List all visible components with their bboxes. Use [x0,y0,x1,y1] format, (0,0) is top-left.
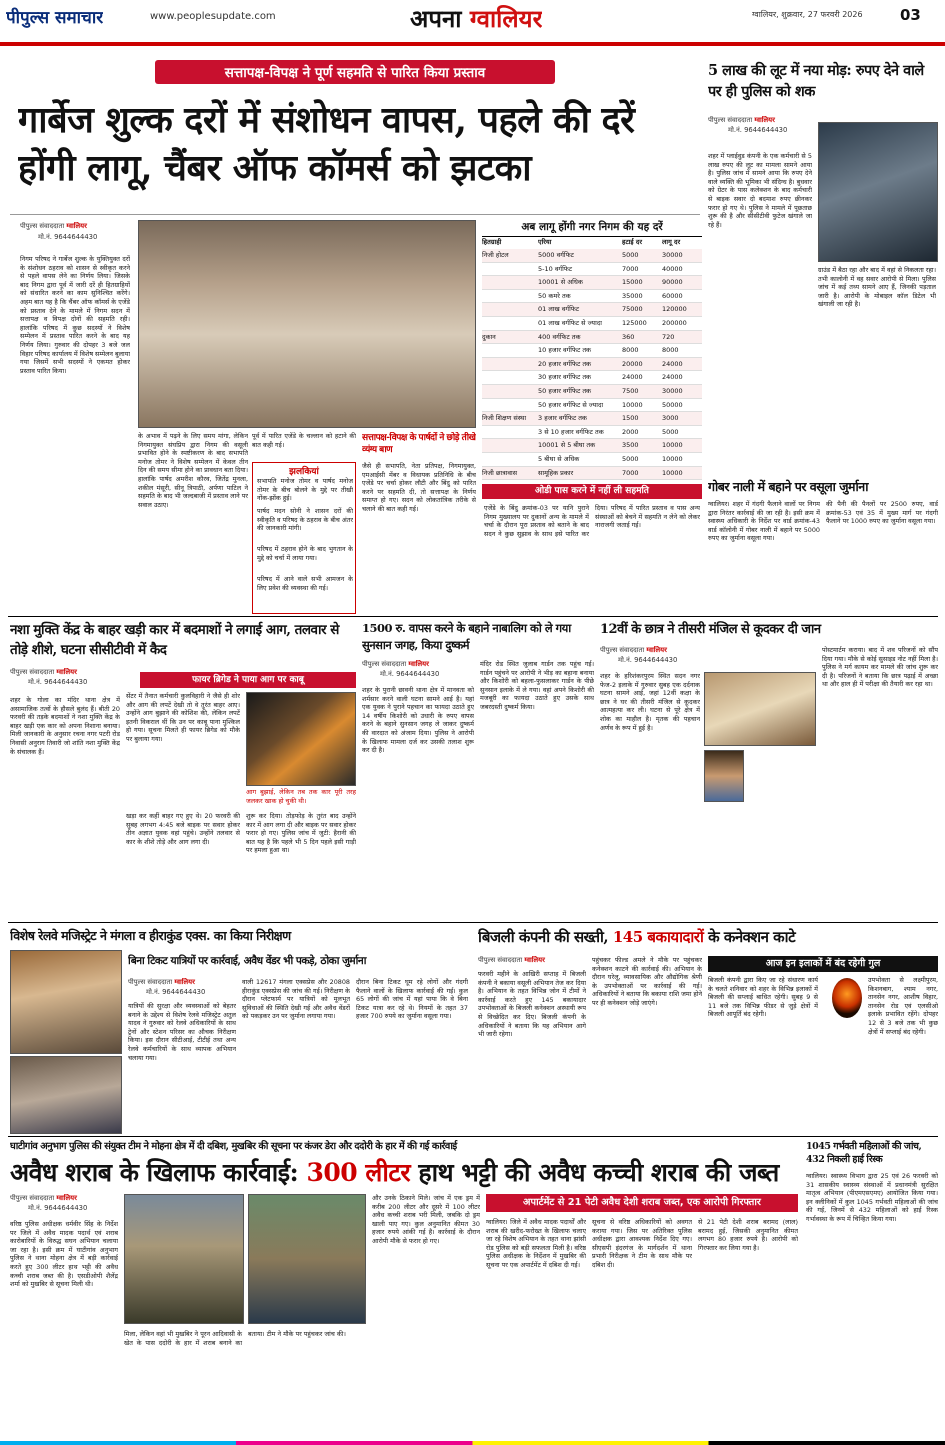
gobar-body-2: की पैनी की पैनलों पर 2500 रुपए, वार्ड क्रमांक-53 एवं 35 में मुख्य मार्ग पर गंदगी फैलाने पर 1000 रुपए का जुर्माना वसूला गया। [826,500,938,526]
rule-2 [8,922,938,923]
apt-title: अपार्टमेंट से 21 पेटी अवैध देशी शराब जब्त, एक आरोपी गिरफ्तार [486,1194,798,1212]
lead-city: ग्वालियर [66,222,87,230]
rate-table-cell: 15000 [622,278,643,287]
rate-table-cell: 360 [622,332,635,341]
top-rule [0,44,945,46]
side-story [362,432,476,614]
side-headline: सत्तापक्ष-विपक्ष के पार्षदों ने छोड़े तीखे व्यंग्य बाण [362,433,476,455]
rule-3 [8,1136,938,1137]
th-old-rate: हटाई दर [622,238,642,246]
rate-table-cell: 10001 से 5 बीघा तक [538,441,596,450]
bijli-headline-a: बिजली कंपनी की सख्ती, [478,928,609,946]
rate-table-cell: 5 बीघा से अधिक [538,455,580,463]
rate-table-cell: 720 [662,332,675,341]
rate-table-cell: 125000 [622,319,647,327]
rate-table-row [482,276,702,290]
nasha-body-4: शुरू कर दिया। तोड़फोड़ के तुरंत बाद उन्होंने कार में आग लगा दी और बाइक पर सवार होकर फरार हो गए। पुलिस जांच में जुटी: हैरानी की बात यह है कि पहले भी 5 दिन पहले इसी गाड़ी पर हमला हुआ था। [246,812,356,855]
rate-table-cell: 20 हजार वर्गफिट तक [538,359,592,368]
student-body: शहर के हरिशंकरपुरम स्थित सदन नगर फेज-2 इलाके में गुरुवार सुबह एक दर्दनाक घटना सामने आई, जहां 12वीं कक्षा के छात्र ने घर की तीसरी मंजिल से कूदकर आत्महत्या कर ली। घटना से पूरे क्षेत्र में शोक का माहौल है। मृतक की पहचान अर्णव के रूप में हुई है। [600,672,700,732]
jhalkiyan-item-1: सभापति मनोज तोमर व पार्षद मनोज तोमर के बीच बोलने के मुद्दे पर तीखी नोंक-झोंक हुई। [257,477,353,503]
rate-table-cell: 30000 [662,251,683,259]
minor-byline [362,660,482,669]
pregnant-headline: 1045 गर्भवती महिलाओं की जांच, 432 निकली हाई रिस्क [806,1141,922,1165]
rate-table-cell: 30000 [662,387,683,395]
bijli-body-2: पहुंचकर फील्ड अमले ने मौके पर पहुंचकर कनेक्शन काटने की कार्रवाई की। अभियान के दौरान घरेलू, व्यावसायिक और औद्योगिक श्रेणी के उपभोक्ताओं पर कार्रवाई की गई। अधिकारियों ने बताया कि बकाया राशि जमा होने पर ही कनेक्शन जोड़े जाएंगे। [592,956,702,1007]
student-photo-scene [704,672,816,746]
rate-table-cell: 50 हजार वर्गफिट तक [538,387,592,395]
nasha-body-2: सेंटर में तैनात कर्मचारी कुलविहारी ने जैसे ही शोर और आग की लपटें देखी तो वे तुरंत बाहर आए। उन्होंने आग बुझाने की कोशिश की, लेकिन लपटें इतनी विकराल थीं कि उन पर काबू पाना मुश्किल हो गया। सूचना मिलते ही फायर ब्रिगेड को मौके पर बुलाया गया। [126,692,240,743]
bijli-city: ग्वालियर [524,956,545,964]
liquor-body-3: मिला, लेकिन वहां भी मुखबिर ने पूरन आदिवासी के खेत के पास ददोरी के हार में शराब बनाने का बताया। टीम ने मौके पर पहुंचकर जांच की। [124,1330,346,1347]
rate-table-cell: निजी छात्रावास [482,468,518,477]
rate-table-row [482,385,702,399]
rate-table-cell: 01 लाख वर्गफिट से ज्यादा [538,319,602,327]
rail-mobile: मो.नं. 9644644430 [146,988,206,996]
rate-table-cell: 5000 [622,251,639,259]
rate-table-row [482,439,702,453]
rate-table-cell: 5000 [662,427,679,436]
loot-story [706,60,938,475]
apt-body: ग्वालियर। जिले में अवैध मादक पदार्थों और शराब की खरीद-फरोख्त के खिलाफ चलाए जा रहे विशेष अभियान के तहत थाना झांसी रोड पुलिस को बड़ी सफलता मिली है। वरिष्ठ पुलिस अधीक्षक के निर्देशन में मुखबिर की सूचना पर एक अपार्टमेंट में दबिश दी गई। [486,1218,586,1269]
loot-mobile: मो.नं. 9644644430 [728,126,788,134]
rate-table-cell: 20000 [622,359,643,368]
rate-table-cell: 200000 [662,319,687,327]
odf-box [482,484,702,614]
odf-title: ओडी पास करने में नहीं ली सहमति [482,484,702,499]
nasha-photo [246,692,356,786]
lead-photo-council [138,220,476,428]
liquor-headline [10,1156,800,1190]
minor-city: ग्वालियर [408,660,429,668]
student-story [600,620,938,920]
bijli-headline-red: 145 बकायादारों [612,928,704,946]
kicker-banner [155,60,555,84]
th-beneficiary: हितग्राही [482,238,502,246]
lead-mobile: मो.नं. 9644644430 [38,233,98,241]
nasha-byline [10,668,130,677]
liquor-headline-end: हाथ भट्टी की अवैध कच्ची शराब की जब्त [418,1158,779,1187]
rate-table-cell: 5-10 वर्गफिट [538,264,573,273]
rate-table-row [482,453,702,467]
rate-table-title: अब लागू होंगी नगर निगम की यह दरें [482,220,702,237]
minor-story [362,620,594,920]
pregnant-story [806,1140,938,1440]
rate-table [482,220,702,482]
apt-box [486,1194,798,1440]
nasha-city: ग्वालियर [56,668,77,676]
rate-table-cell: 60000 [662,291,683,300]
rate-table-cell: 50 हजार वर्गफिट से ज्यादा [538,400,604,409]
kicker-text: सत्तापक्ष-विपक्ष ने पूर्ण सहमति से पारित किया प्रस्ताव [224,65,486,81]
jhalkiyan-item-3: परिषद में ठहराव होने के बाद भुगतान के मुद्दे को चर्चा में लाया गया। [257,545,353,562]
section-title-b: ग्वालियर [469,4,543,33]
minor-headline: 1500 रु. वापस करने के बहाने नाबालिग को ले गया सुनसान जगह, किया दुष्कर्म [362,621,571,652]
liquor-reporter: पीपुल्स संवाददाता [10,1194,55,1202]
student-mobile: मो.नं. 9644644430 [618,656,678,664]
rate-table-row [482,263,702,277]
nasha-story [10,620,356,920]
lead-col-3: पूर्व में पारित एजेंडे के चल्लान को हटाने की बात कही गई। [252,432,356,449]
rail-body-3: दौरान बिना टिकट घूम रहे लोगों और गंदगी फैलाने वालों के खिलाफ कार्रवाई की गई। कुल 65 लोगों की जांच में यहां पाया कि वे बिना टिकट यात्रा कर रहे थे। नियमों के तहत 37 हजार 700 रुपये का जुर्माना वसूला गया। [356,978,468,1021]
lead-col-2: के अभाव में पढ़ने के लिए समय मांगा, लेकिन निगमायुक्त संघप्रिय द्वारा निगम की वसूली प्रभावित होने के स्पष्टीकरण के बाद सभापति मनोज तोमर ने विशेष सम्मेलन में केवल तीन दिन की समय सीमा होने का प्रावधान बता दिया। हालांकि पार्षद अमरीश कौरव, जितेंद्र मुनला, शकील मंसूरी, सीनू त्रिपाठी, अर्पणा पाटिल ने सहमति के बाद भी जल्दबाजी में प्रस्ताव लाने पर सवाल उठाए। [138,432,248,509]
bijli-story [474,926,938,1134]
lead-reporter: पीपुल्स संवाददाता [20,222,65,230]
nasha-sub: फायर ब्रिगेड ने पाया आग पर काबू [140,672,356,688]
rail-photo-checking [10,1056,122,1134]
minor-body-2: मंदिर रोड स्थित जुलाब गार्डन तक पहुंच गई। गार्डन पहुंचने पर आरोपी ने भीड़ का बहाना बनाया और किशोरी को बहला-फुसलाकर गार्डन के पीछे सुनसान इलाके में ले गया। वहां अपने किशोरी की मजबूरी का फायदा उठाते हुए उसके साथ जबरदस्ती दुष्कर्म किया। [480,660,594,711]
loot-body-2: ग्राउंड में बैठा रहा और बाद में वहां से निकलता रहा। तभी कालोनी में वह सवार आरोपी से मिला। पुलिस जांच में कई तथ्य सामने आए हैं, जिनकी पड़ताल जारी है। आरोपी के मोबाइल कॉल डिटेल भी खंगाली जा रही है। [818,266,936,309]
bijli-headline-end: के कनेक्शन काटे [708,928,796,946]
nasha-caption: आग बुझाई, लेकिन तब तक कार पूरी तरह जलकर खाक हो चुकी थी। [246,788,356,805]
section-title-a: अपना [410,4,462,33]
liquor-kicker: घाटीगांव अनुभाग पुलिस की संयुक्त टीम ने मोहना क्षेत्र में दी दबिश, मुखबिर की सूचना पर कंजर डेरा और ददोरी के हार में की गई कार्रवाई [10,1141,457,1152]
rate-table-cell: 7000 [622,468,639,477]
side-body: जैसे ही सभापति, नेता प्रतिपक्ष, निगमायुक्त, एमआईसी मेंबर व विधायक प्रतिनिधि के बीच एजेंडे पर चर्चा होकर लौटी और बिंदु को पारित करने पर सहमति दी, तो सत्तापक्ष के निर्णय समाप्त हो गए। सदन को लोकतांत्रिक तरीके से चलाने की बात कही गई। [362,462,476,513]
lead-underline [10,214,700,215]
rate-table-cell: 7500 [622,387,639,395]
rate-table-cell: 01 लाख वर्गफिट [538,305,580,314]
rail-sub: बिना टिकट यात्रियों पर कार्रवाई, अवैध वेंडर भी पकड़े, ठोका जुर्माना [128,955,366,967]
rate-table-cell: सामूहिक प्रकार [538,468,574,477]
student-photo-portrait [704,750,744,802]
liquor-headline-red: 300 लीटर [306,1158,411,1187]
rate-table-cell: 10000 [662,468,683,477]
rail-byline [128,978,248,987]
minor-reporter: पीपुल्स संवाददाता [362,660,407,668]
lead-col-1: निगम परिषद ने गार्बेज शुल्क के युक्तियुक्त दरों के संशोधन ठहराव को शासन से स्वीकृत करने से पहले वापस लेने का निर्णय लिया। जिसके बाद निगम द्वारा पूर्व में जारी दरें ही हितग्राहियों को संधारित करने का काम सुनिश्चित करेंगे। अहम बात यह है कि चैंबर ऑफ कॉमर्स के एजेंडे को प्रस्ताव देने के मामले में निगम सदन में सत्तापक्ष व विपक्ष दोनों की सहमति रही। हालांकि परिषद में कुछ सदस्यों ने विशेष सम्मेलन में प्रस्ताव पारित करने के बाद यह निर्णय लिया। गुरुवार की दोपहर 3 बजे जल विहार परिषद कार्यालय में विशेष सम्मेलन बुलाया गया जिसमें सभी सदस्यों ने एकमत होकर प्रस्ताव पारित किया। [20,255,130,375]
minor-body: शहर के पुरानी छावनी थाना क्षेत्र में मानवता को शर्मसार करने वाली घटना सामने आई है। यहां एक युवक ने पुराने पहचान का फायदा उठाते हुए 14 वर्षीय किशोरी को उधारी के रुपए वापस करने के बहाने सुनसान जगह ले जाकर दुष्कर्म की वारदात को अंजाम दिया। पुलिस ने आरोपी के खिलाफ मामला दर्ज कर उसकी तलाश शुरू कर दी है। [362,686,474,755]
rate-table-row [482,467,702,481]
liquor-photo-drums [248,1194,366,1324]
rail-city: ग्वालियर [174,978,195,986]
rate-table-cell: 400 वर्गफिट तक [538,332,581,341]
rate-table-cell: 24000 [662,373,683,382]
rate-table-row [482,426,702,440]
nasha-body-3: खड़ा कर कहीं बाहर गए हुए थे। 20 फरवरी की सुबह लगभग 4:45 बजे बाइक पर सवार होकर तीन अज्ञात युवक वहां पहुंचे। उन्होंने तलवार से कार के शीशे तोड़े और आग लगा दी। [126,812,240,846]
bijli-box-body-2: उपभोक्ता से लक्ष्मीपुरम, किशनबाग, श्याम नगर, तानसेन नगर, आशीष विहार, तानसेन रोड एवं एलसीओ इलाके प्रभावित रहेंगे। दोपहर 12 से 3 बजे तक भी कुछ क्षेत्रों में सप्लाई बंद रहेगी। [868,976,938,1036]
rate-table-cell: 10001 से अधिक [538,278,583,287]
rate-table-cell: 3500 [622,441,639,450]
bulb-icon [832,978,862,1018]
rail-photo-platform [10,950,122,1054]
bijli-body: फरवरी महीने के आखिरी सप्ताह में बिजली कंपनी ने बकाया वसूली अभियान तेज कर दिया है। अभियान के तहत विभिन्न जोन में टीमों ने कार्रवाई करते हुए 145 बकायादार उपभोक्ताओं के बिजली कनेक्शन अस्थायी रूप से विच्छेदित कर दिए। बिजली कंपनी के अधिकारियों ने बताया कि यह अभियान आगे भी जारी रहेगा। [478,970,586,1039]
rate-table-cell: 24000 [662,359,683,368]
rate-table-row [482,399,702,413]
jhalkiyan-item-4: परिषद में आने वाले सभी आमजन के लिए प्रवेश की व्यवस्था की गई। [257,575,353,592]
student-byline [600,646,720,655]
rate-table-row [482,371,702,385]
student-city: ग्वालियर [646,646,667,654]
jhalkiyan-box [252,462,356,614]
rate-table-cell: 5000 वर्गफिट [538,251,574,259]
lead-headline: गार्बेज शुल्क दरों में संशोधन वापस, पहले की दरें होंगी लागू, चैंबर ऑफ कॉमर्स को झटका [18,99,635,189]
bijli-box [708,956,938,1134]
rate-table-row [482,290,702,304]
rail-body: यात्रियों की सुरक्षा और व्यवस्थाओं को बेहतर बनाने के उद्देश्य से विशेष रेलवे मजिस्ट्रेट अतुल यादव ने गुरुवार को रेलवे अधिकारियों के साथ ट्रेनों और स्टेशन परिसर का औचक निरीक्षण किया। इस दौरान सीटीआई, टीटीई तथा अन्य रेलवे कर्मचारियों के साथ व्यापक अभियान चलाया गया। [128,1002,236,1062]
rate-table-cell: 75000 [622,305,643,314]
liquor-byline [10,1194,130,1203]
rate-table-cell: 10000 [662,441,683,450]
rate-table-cell: 2000 [622,427,639,436]
jhalkiyan-title: झलकियां [289,467,319,477]
loot-photo [818,122,938,262]
loot-reporter: पीपुल्स संवाददाता [708,116,753,124]
page-number: 03 [900,6,921,24]
rate-table-cell: 10000 [662,455,683,463]
student-headline: 12वीं के छात्र ने तीसरी मंजिल से कूदकर दी जान [600,622,821,637]
loot-body: शहर में प्लाईवुड कंपनी के एक कर्मचारी से 5 लाख रुपए की लूट का मामला सामने आया है। पुलिस जांच में सामने आया कि रुपए देने वाले व्यक्ति की भूमिका भी संदिग्ध है। बुधवार को ग्रेटर के पास कलेक्शन के बाद कर्मचारी से बाइक सवार दो बदमाश रुपए छीनकर फरार हो गए थे। पुलिस ने मामले में पूछताछ शुरू की है और सीसीटीवी फुटेज खंगाले जा रहे हैं। [708,152,812,229]
rate-table-cell: 10 हजार वर्गफिट तक [538,346,592,355]
liquor-mobile: मो.नं. 9644644430 [28,1204,88,1212]
rail-body-2: वाली 12617 मंगला एक्सप्रेस और 20808 हीराकुंड एक्सप्रेस की जांच की गई। निरीक्षण के दौरान प्लेटफार्म पर यात्रियों को मूलभूत सुविधाओं की स्थिति देखी गई और अवैध वेंडरों को पकड़कर उन पर जुर्माना लगाया गया। [242,978,350,1021]
rate-table-body [482,249,702,481]
loot-city: ग्वालियर [754,116,775,124]
rule-1 [8,616,938,617]
rate-table-cell: 8000 [662,346,679,355]
minor-mobile: मो.नं. 9644644430 [380,670,440,678]
liquor-body-2: और उनके ठिकाने मिले। जांच में एक ड्रम में करीब 200 लीटर और दूसरे में 100 लीटर अवैध कच्ची शराब भरी मिली, जबकि दो ड्रम खाली पाए गए। कुल अनुमानित कीमत 30 हजार रुपये आंकी गई है। कार्रवाई के दौरान आरोपी मौके से फरार हो गए। [372,1194,480,1245]
rate-table-cell: निजी शिक्षण संस्था [482,414,527,423]
apt-body-2: सूचना से वरिष्ठ अधिकारियों को अवगत कराया गया। जिस पर अतिरिक्त पुलिस अधीक्षक द्वारा आवश्यक निर्देश दिए गए। सीएसपी इंदरगंज के मार्गदर्शन में थाना प्रभारी निरीक्षक ने टीम के साथ मौके पर दबिश दी। [592,1218,692,1269]
rail-headline: विशेष रेलवे मजिस्ट्रेट ने मंगला व हीराकुंड एक्स. का किया निरीक्षण [10,928,291,943]
rate-table-cell: 30 हजार वर्गफिट तक [538,373,592,382]
rate-table-cell: 1500 [622,414,639,423]
nasha-reporter: पीपुल्स संवाददाता [10,668,55,676]
liquor-headline-a: अवैध शराब के खिलाफ कार्रवाई: [10,1158,299,1187]
liquor-story [10,1194,480,1440]
student-reporter: पीपुल्स संवाददाता [600,646,645,654]
gobar-headline: गोबर नाली में बहाने पर वसूला जुर्माना [708,479,868,494]
rate-table-cell: 5000 [622,455,639,463]
rail-story [10,926,468,1134]
rate-table-cell: 3000 [662,414,679,423]
bijli-box-title: आज इन इलाकों में बंद रहेगी गुल [708,956,938,972]
rate-table-cell: 8000 [622,346,639,355]
rate-table-row [482,331,702,345]
rate-table-row [482,344,702,358]
rate-table-cell: 7000 [622,264,639,273]
site-url: www.peoplesupdate.com [150,11,276,22]
brand-logo: पीपुल्स समाचार [6,8,104,28]
gobar-body: ग्वालियर। शहर में गंदगी फैलाने वालों पर निगम द्वारा निरंतर कार्रवाई की जा रही है। इसी क्रम में स्वास्थ्य अधिकारी के निर्देश पर वार्ड क्रमांक-43 वार्ड कॉलोनी में गोबर नाली में बहाने पर 5000 रुपए का जुर्माना वसूला गया। [708,500,820,543]
rate-table-cell: 90000 [662,278,683,287]
jhalkiyan-item-2: पार्षद मदन सोनी ने शासन दरों की स्वीकृति व परिषद के ठहराव के बीच अंतर की जानकारी मांगी। [257,507,353,533]
section-title [410,2,542,35]
liquor-photo-police [124,1194,244,1324]
th-new-rate: लागू दर [662,238,681,246]
student-body-2: पोस्टमार्टम कराया। बाद में शव परिजनों को सौंप दिया गया। मौके से कोई सुसाइड नोट नहीं मिला है। पुलिस ने मर्ग कायम कर मामले की जांच शुरू कर दी है। परिजनों ने बताया कि छात्र पढ़ाई में अच्छा था और हाल ही में परीक्षा की तैयारी कर रहा था। [822,646,938,689]
th-area: एरिया [538,238,552,246]
nasha-body: शहर के गोला का मंदिर थाना क्षेत्र में असामाजिक तत्वों के हौसले बुलंद हैं। बीती 20 फरवरी की तड़के बदमाशों ने नशा मुक्ति केंद्र के बाहर खड़ी एक कार को अपना निशाना बनाया। मिली जानकारी के अनुसार रचना नगर पटरी रोड निवासी अनुराग तिवारी जो शांति नशा मुक्ति केंद्र के संचालक हैं। [10,696,120,756]
bijli-box-body: बिजली कंपनी द्वारा किए जा रहे संधारण कार्य के चलते शनिवार को शहर के विभिन्न इलाकों में बिजली की सप्लाई बाधित रहेगी। सुबह 9 से 11 बजे तक विभिन्न फीडर से जुड़े क्षेत्रों में बिजली आपूर्ति बंद रहेगी। [708,976,818,1019]
rate-table-cell: निजी होटल [482,251,509,259]
rate-table-row [482,249,702,263]
rate-table-row [482,412,702,426]
rate-table-header [482,237,702,248]
pregnant-body: ग्वालियर। स्वास्थ्य विभाग द्वारा 25 एवं 26 फरवरी को 31 शासकीय स्वास्थ्य संस्थाओं में प्रधानमंत्री सुरक्षित मातृत्व अभियान (पीएमएसएमए) आयोजित किया गया। इन क्लीनिकों में कुल 1045 गर्भवती महिलाओं की जांच की गई, जिनमें से 432 महिलाओं को हाई रिस्क गर्भावस्था के रूप में चिन्हित किया गया। [806,1172,938,1223]
rate-table-cell: 24000 [622,373,643,382]
nasha-mobile: मो.नं. 9644644430 [28,678,88,686]
liquor-body: वरिष्ठ पुलिस अधीक्षक धर्मवीर सिंह के निर्देश पर जिले में अवैध मादक पदार्थ एवं शराब कारोबारियों के विरुद्ध सघन अभियान चलाया जा रहा है। इसी क्रम में घाटीगांव अनुभाग पुलिस ने थाना मोहना क्षेत्र में बड़ी कार्रवाई करते हुए 300 लीटर हाथ भट्टी की अवैध कच्ची शराब जब्त की है। एसडीओपी शैलेंद्र शर्मा को मुखबिर से सूचना मिली थी। [10,1220,118,1289]
rate-table-row [482,317,702,331]
rate-table-cell: 35000 [622,291,643,300]
rate-table-cell: 40000 [662,264,683,273]
rate-table-cell: 10000 [622,400,643,409]
gobar-story [706,478,938,616]
bijli-reporter: पीपुल्स संवाददाता [478,956,523,964]
rate-table-row [482,303,702,317]
masthead [0,0,945,44]
liquor-city: ग्वालियर [56,1194,77,1202]
apt-body-3: से 21 पेटी देशी शराब बरामद (लाल) बरामद हुई, जिसकी अनुमानित कीमत लगभग 80 हजार रुपये है। आरोपी को गिरफ्तार कर लिया गया है। [698,1218,798,1252]
rate-table-cell: 3 से 10 हजार वर्गफिट तक [538,427,604,436]
dateline: ग्वालियर, शुक्रवार, 27 फरवरी 2026 [752,10,863,19]
rate-table-cell: 3 हजार वर्गफिट तक [538,414,587,423]
rate-table-cell: दुकान [482,332,496,341]
rail-reporter: पीपुल्स संवाददाता [128,978,173,986]
rate-table-cell: 120000 [662,305,687,314]
rate-table-cell: 50000 [662,400,683,409]
bijli-headline [478,926,938,948]
bijli-byline [478,956,598,965]
registration-bar [0,1441,945,1445]
odf-body: एजेंडे के बिंदु क्रमांक-03 पर यानि पुराने निगम मुख्यालय पर दुकानों अन्य के मामले में चर्चा के दौरान पूरा प्रस्ताव को बताने के बाद सदन ने कुछ सुझाव के साथ इसे पारित कर दिया। परिषद में पारित प्रस्ताव व पास अन्य संस्थाओं को बेचने में सहमति न लेने को लेकर नाराजगी जताई गई। [484,504,700,538]
loot-headline: 5 लाख की लूट में नया मोड़: रुपए देने वाले पर ही पुलिस को शक [708,62,924,100]
rate-table-cell: 50 कमरे तक [538,291,571,300]
rate-table-row [482,358,702,372]
nasha-headline: नशा मुक्ति केंद्र के बाहर खड़ी कार में बदमाशों ने लगाई आग, तलवार से तोड़े शीशे, घटना सीसीटीवी में कैद [10,622,339,658]
